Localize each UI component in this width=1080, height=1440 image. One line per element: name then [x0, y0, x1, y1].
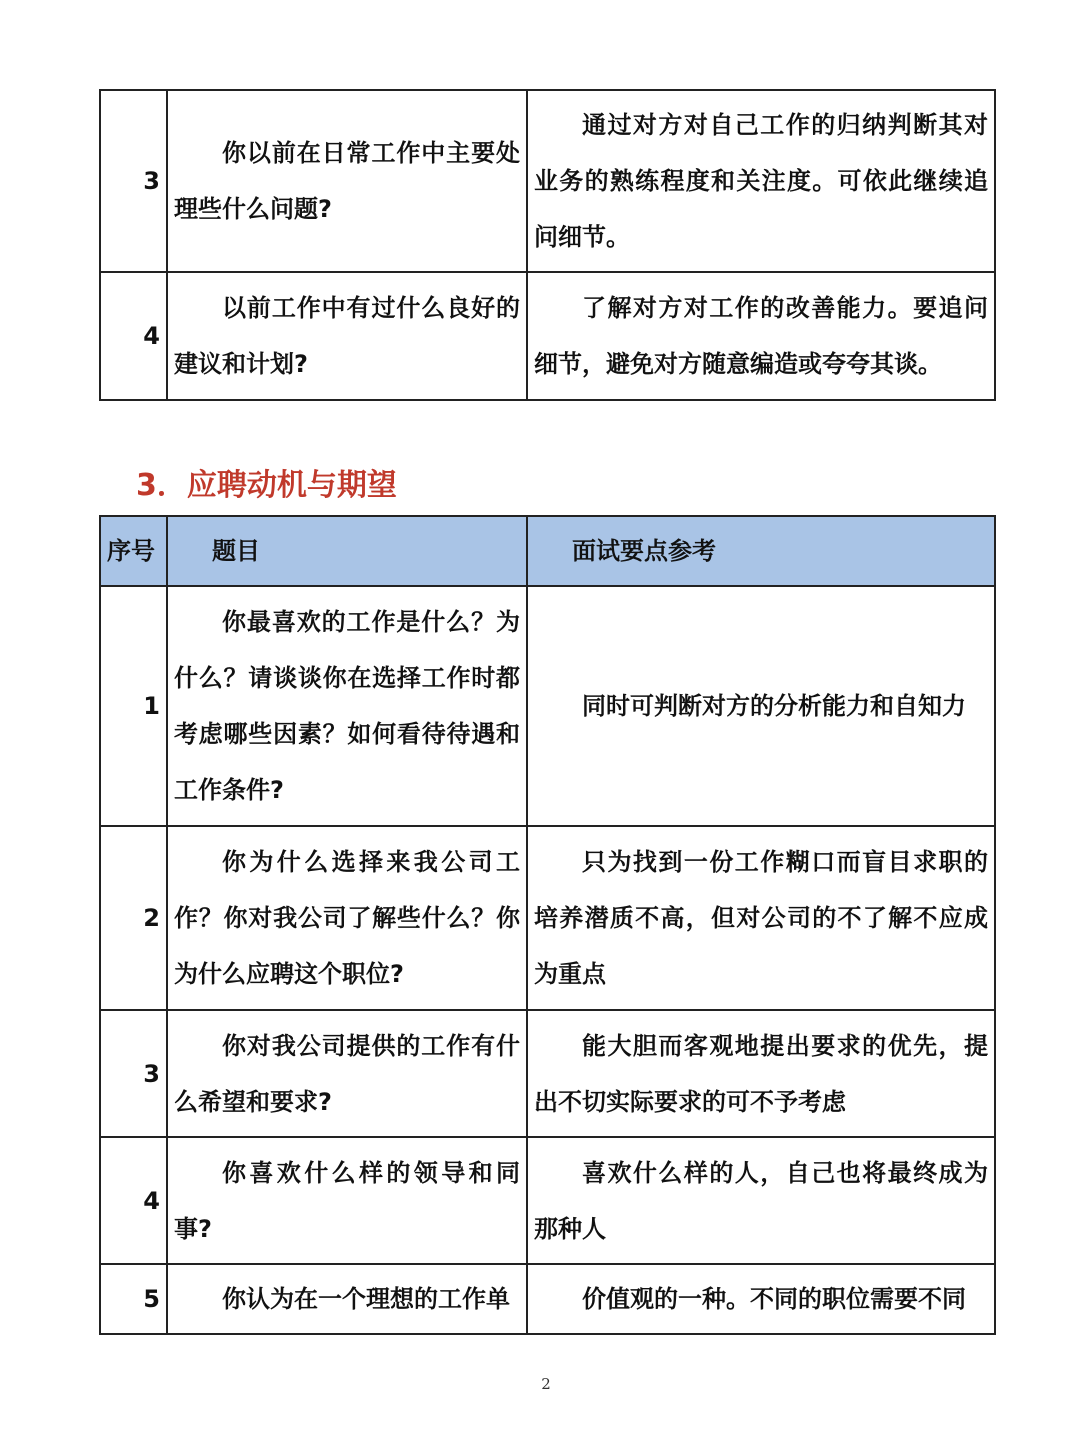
row-number: 4: [100, 272, 167, 400]
header-question: 题目: [167, 516, 527, 586]
header-note: 面试要点参考: [527, 516, 995, 586]
question-cell: 以前工作中有过什么良好的建议和计划?: [167, 272, 527, 400]
motivation-expectation-table: [99, 515, 996, 1335]
note-cell: 能大胆而客观地提出要求的优先，提出不切实际要求的可不予考虑: [527, 1010, 995, 1137]
note-cell: 同时可判断对方的分析能力和自知力: [527, 586, 995, 826]
row-number: 3: [100, 1010, 167, 1137]
table-row: [100, 1264, 995, 1334]
note-cell: 喜欢什么样的人，自己也将最终成为那种人: [527, 1137, 995, 1264]
note-cell: 只为找到一份工作糊口而盲目求职的培养潜质不高，但对公司的不了解不应成为重点: [527, 826, 995, 1010]
section-title: 3．应聘动机与期望: [136, 468, 397, 503]
note-cell: 价值观的一种。不同的职位需要不同: [527, 1264, 995, 1334]
row-number: 3: [100, 90, 167, 272]
note-cell: 通过对方对自己工作的归纳判断其对业务的熟练程度和关注度。可依此继续追问细节。: [527, 90, 995, 272]
table-row: [100, 1010, 995, 1137]
row-number: 2: [100, 826, 167, 1010]
question-cell: 你最喜欢的工作是什么？为什么？请谈谈你在选择工作时都考虑哪些因素？如何看待待遇和工作条件?: [167, 586, 527, 826]
table-row: [100, 1137, 995, 1264]
table-row: [100, 586, 995, 826]
table-header-row: [100, 516, 995, 586]
interview-table-continued: [99, 89, 996, 401]
row-number: 1: [100, 586, 167, 826]
row-number: 5: [100, 1264, 167, 1334]
question-cell: 你为什么选择来我公司工作？你对我公司了解些什么？你为什么应聘这个职位?: [167, 826, 527, 1010]
question-cell: 你对我公司提供的工作有什么希望和要求?: [167, 1010, 527, 1137]
question-cell: 你喜欢什么样的领导和同事?: [167, 1137, 527, 1264]
table-row: [100, 272, 995, 400]
question-cell: 你以前在日常工作中主要处理些什么问题?: [167, 90, 527, 272]
row-number: 4: [100, 1137, 167, 1264]
question-cell: 你认为在一个理想的工作单: [167, 1264, 527, 1334]
table-row: [100, 90, 995, 272]
table-row: [100, 826, 995, 1010]
note-cell: 了解对方对工作的改善能力。要追问细节，避免对方随意编造或夸夸其谈。: [527, 272, 995, 400]
page-number: 2: [541, 1375, 551, 1393]
header-number: 序号: [100, 516, 167, 586]
